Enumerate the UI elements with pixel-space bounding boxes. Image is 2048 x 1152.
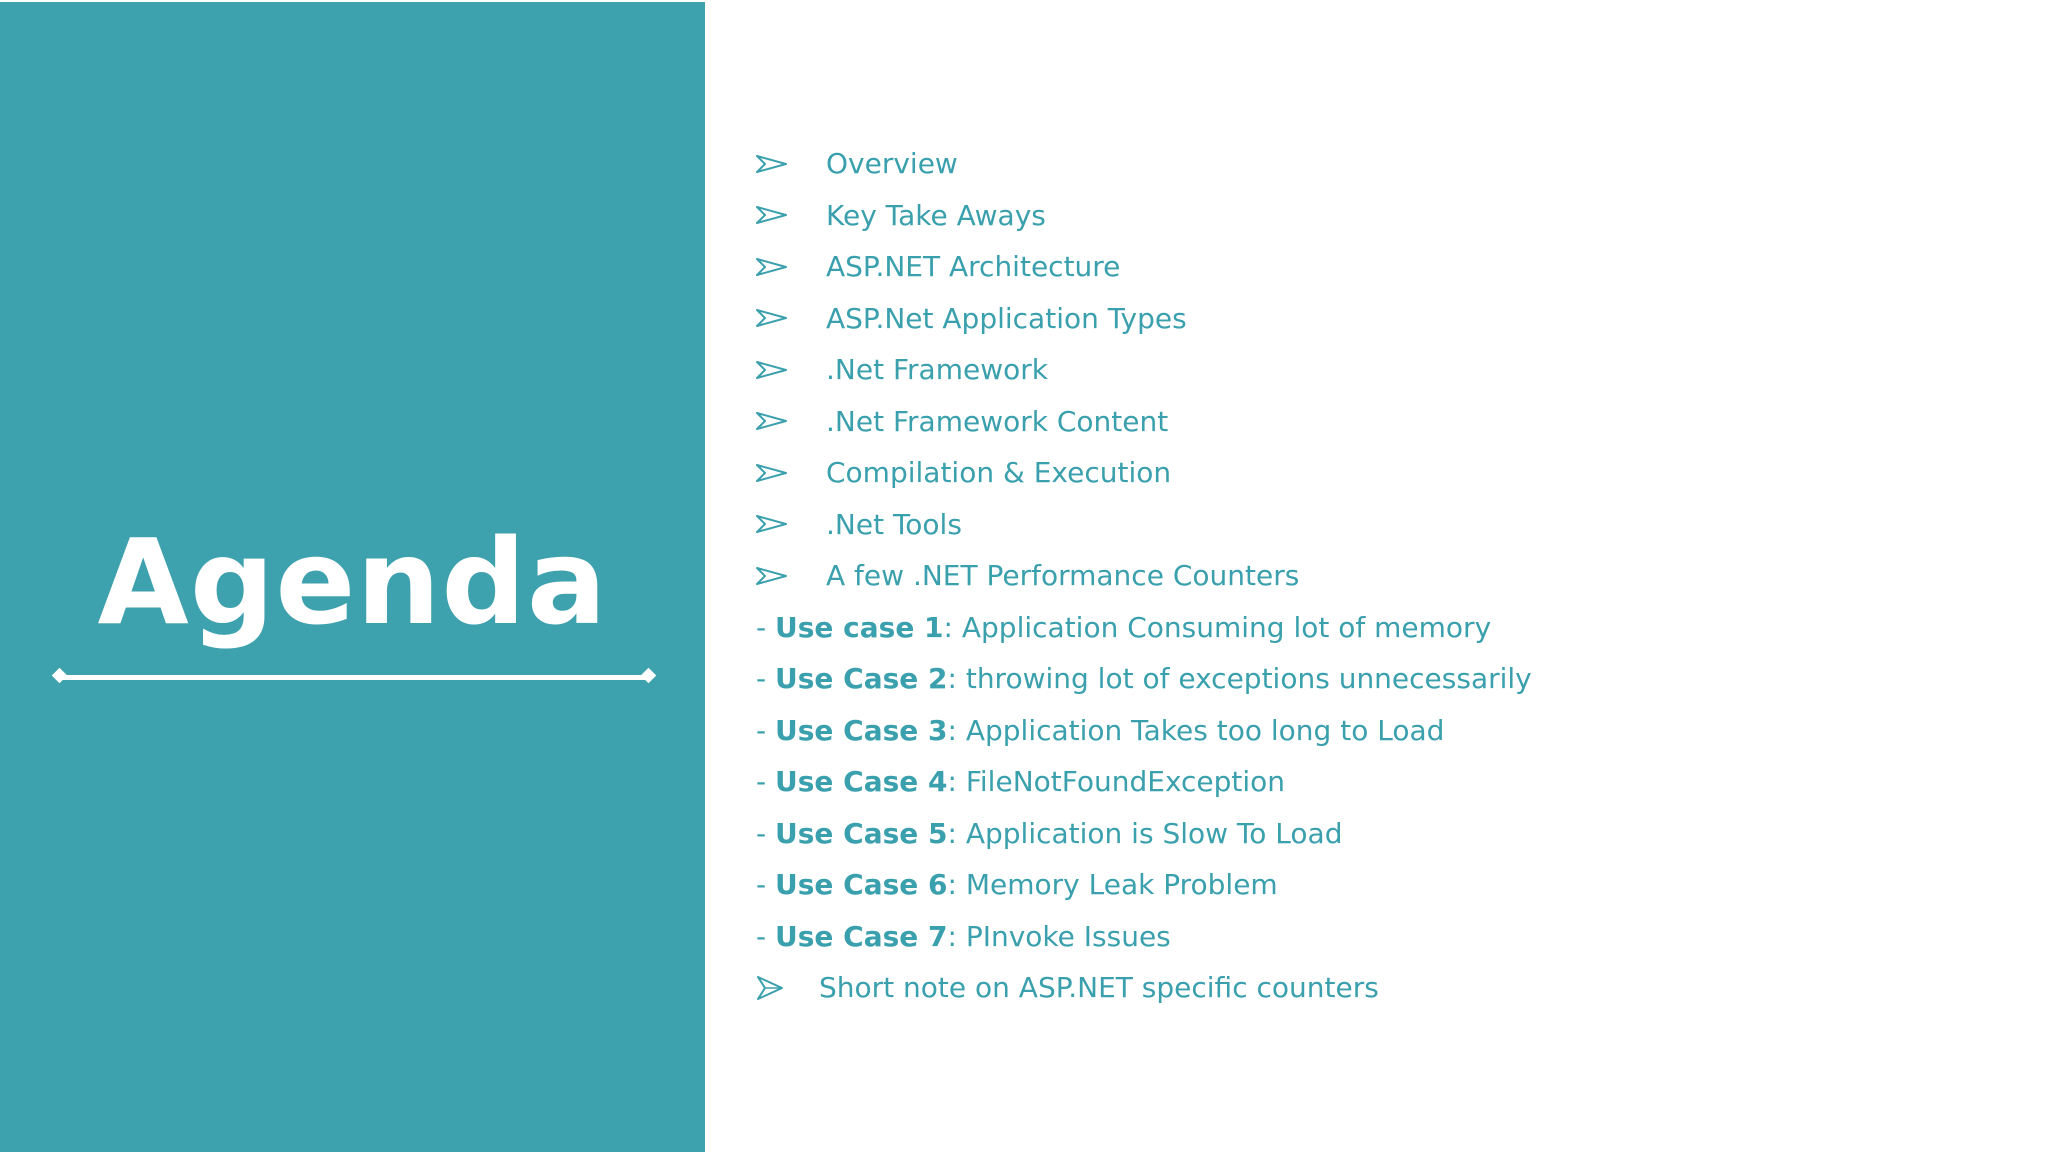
agenda-item [756,241,2006,293]
use-case-item [756,705,2006,757]
agenda-item-label: .Net Framework Content [826,404,1169,438]
agenda-item-label: .Net Framework [826,353,1048,386]
use-case-description: : Application Takes too long to Load [947,713,1445,747]
agenda-item [756,499,2006,551]
arrowhead-right-icon [756,396,790,448]
use-case-item [756,911,2006,963]
use-case-item [756,859,2006,911]
agenda-item-label: Short note on ASP.NET specific counters [819,971,1379,1004]
use-case-label: Use Case 4 [775,765,948,798]
agenda-item [756,293,2006,345]
arrowhead-right-icon [756,241,790,293]
use-case-description: : PInvoke Issues [947,919,1171,953]
arrowhead-right-icon [756,447,790,499]
arrowhead-right-icon [756,190,790,242]
agenda-item-label: .Net Tools [826,507,962,541]
use-case-dash: - [756,919,776,953]
agenda-item [756,190,2006,242]
title-underline [60,675,648,680]
use-case-description: : Application is Slow To Load [947,816,1343,850]
use-case-label: Use Case 6 [775,868,948,901]
slide-title: Agenda [97,513,608,651]
arrowhead-right-icon [756,962,790,1014]
agenda-list [756,138,2006,1014]
use-case-dash: - [756,816,776,850]
agenda-item-label: Compilation & Execution [826,456,1172,489]
agenda-item [756,396,2006,448]
use-case-item [756,756,2006,808]
agenda-item-final [756,962,2006,1014]
title-panel [0,2,705,1152]
use-case-dash: - [756,868,776,901]
use-case-label: Use case 1 [775,610,944,644]
agenda-item-label: Key Take Aways [826,198,1046,232]
arrowhead-right-icon [756,344,790,396]
agenda-item [756,138,2006,190]
agenda-item [756,344,2006,396]
underline-right-diamond [641,668,657,684]
agenda-item [756,550,2006,602]
use-case-label: Use Case 3 [775,713,948,747]
arrowhead-right-icon [756,293,790,345]
arrowhead-right-icon [756,499,790,551]
use-case-item [756,653,2006,705]
agenda-item-label: A few .NET Performance Counters [826,559,1300,592]
arrowhead-right-icon [756,138,790,190]
use-case-description: : FileNotFoundException [947,765,1286,798]
use-case-item [756,808,2006,860]
use-case-label: Use Case 7 [775,919,948,953]
use-case-description: : Application Consuming lot of memory [943,610,1492,644]
use-case-description: : Memory Leak Problem [947,868,1278,901]
underline-left-diamond [52,668,68,684]
use-case-item [756,602,2006,654]
use-case-dash: - [756,713,776,747]
use-case-description: : throwing lot of exceptions unnecessarily [947,662,1532,695]
use-case-label: Use Case 5 [775,816,948,850]
agenda-item-label: ASP.Net Application Types [826,301,1187,335]
agenda-item-label: Overview [826,147,958,180]
agenda-item [756,447,2006,499]
use-case-dash: - [756,610,776,644]
use-case-dash: - [756,662,776,695]
use-case-label: Use Case 2 [775,662,948,695]
agenda-item-label: ASP.NET Architecture [826,250,1121,283]
use-case-dash: - [756,765,776,798]
arrowhead-right-icon [756,550,790,602]
